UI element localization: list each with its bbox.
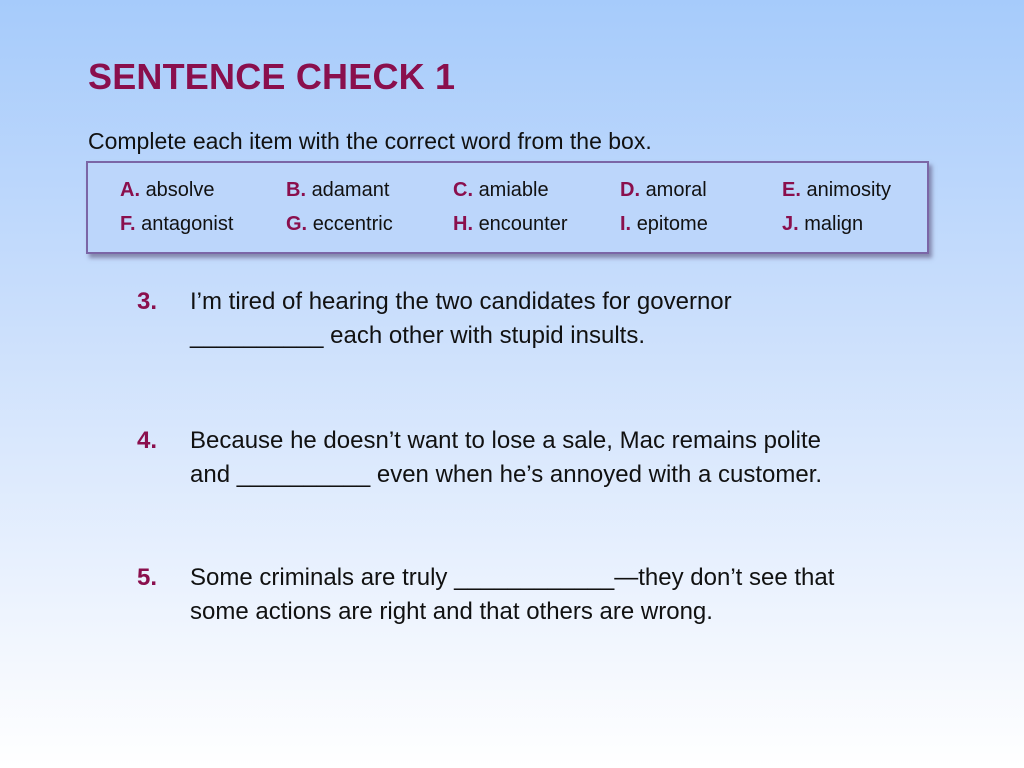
word-option-d bbox=[620, 179, 707, 202]
option-letter: A. bbox=[120, 179, 140, 201]
word-option-a bbox=[120, 179, 215, 202]
option-letter: F. bbox=[120, 213, 136, 235]
option-letter: B. bbox=[286, 179, 306, 201]
word-option-f bbox=[120, 213, 233, 236]
word-option-b bbox=[286, 179, 389, 202]
item-text-line-2: some actions are right and that others are wrong. bbox=[190, 598, 713, 625]
option-letter: C. bbox=[453, 179, 473, 201]
option-word: encounter bbox=[478, 213, 568, 235]
item-number: 3. bbox=[137, 288, 158, 315]
word-option-g bbox=[286, 213, 393, 236]
option-letter: I. bbox=[620, 213, 632, 235]
option-letter: H. bbox=[453, 213, 473, 235]
option-word: amiable bbox=[478, 179, 549, 201]
word-option-c bbox=[453, 179, 549, 202]
item-number: 5. bbox=[137, 564, 158, 591]
item-text-line-1: Some criminals are truly ____________—they don’t see that bbox=[190, 564, 835, 591]
word-option-h bbox=[453, 213, 568, 236]
item-text-line-2: and __________ even when he’s annoyed with a customer. bbox=[190, 461, 823, 488]
item-text-line-1: I’m tired of hearing the two candidates for governor bbox=[190, 288, 732, 315]
option-letter: J. bbox=[782, 213, 799, 235]
option-letter: G. bbox=[286, 213, 308, 235]
item-text-line-1: Because he doesn’t want to lose a sale, Mac remains polite bbox=[190, 427, 822, 454]
option-word: antagonist bbox=[141, 213, 234, 235]
option-word: eccentric bbox=[312, 213, 393, 235]
option-word: adamant bbox=[311, 179, 390, 201]
word-option-j bbox=[782, 213, 863, 236]
option-word: malign bbox=[804, 213, 864, 235]
option-word: epitome bbox=[636, 213, 708, 235]
option-word: absolve bbox=[145, 179, 215, 201]
option-letter: D. bbox=[620, 179, 640, 201]
slide-title: SENTENCE CHECK 1 bbox=[88, 56, 456, 97]
instructions-text: Complete each item with the correct word from the box. bbox=[88, 128, 652, 154]
option-word: animosity bbox=[806, 179, 891, 201]
word-box bbox=[86, 161, 929, 254]
option-word: amoral bbox=[645, 179, 707, 201]
item-number: 4. bbox=[137, 427, 158, 454]
item-text-line-2: __________ each other with stupid insults. bbox=[190, 322, 645, 349]
option-letter: E. bbox=[782, 179, 801, 201]
word-option-e bbox=[782, 179, 891, 202]
word-option-i bbox=[620, 213, 708, 236]
